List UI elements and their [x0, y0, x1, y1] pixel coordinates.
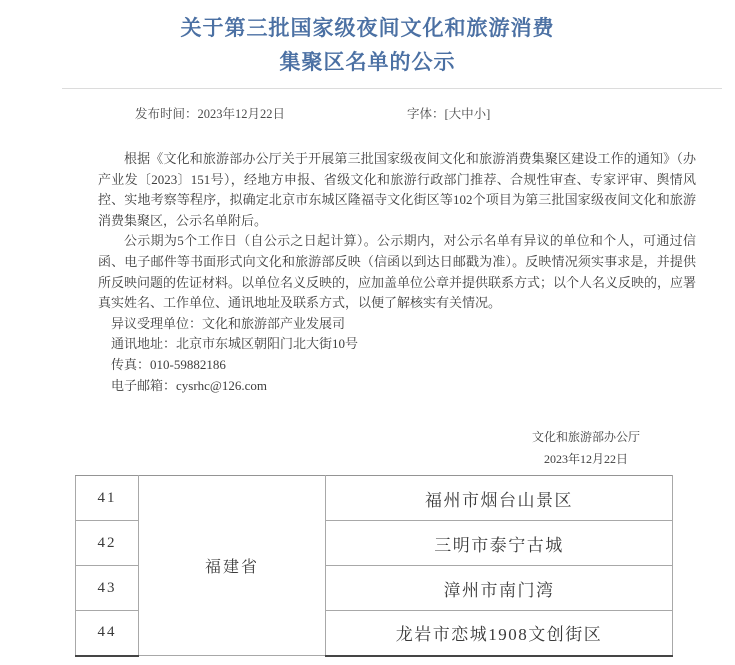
signature-date: 2023年12月22日 — [543, 451, 628, 466]
page-title-line2: 集聚区名单的公示 — [279, 50, 456, 74]
contact-line-email: 电子邮箱：cysrhc@126.com — [111, 377, 268, 393]
article-paragraph-basis: 根据《文化和旅游部办公厅关于开展第三批国家级夜间文化和旅游消费集聚区建设工作的通知》（办产业发〔2023〕151号），经地方申报、省级文化和旅游行政部门推荐、合规性审查、专家评审、舆情风控、实地考察等程序，拟确定北京市东城区隆福寺文化街区等102个项目为第三批国家级夜间文化和旅游消费集聚区，公示名单附后。 — [98, 151, 696, 228]
row-number-cell: 42 — [76, 521, 139, 566]
page-title-line1: 关于第三批国家级夜间文化和旅游消费 — [180, 16, 555, 40]
row-number-cell: 44 — [76, 611, 139, 656]
row-number-cell: 43 — [76, 566, 139, 611]
publish-time-value: 2023年12月22日 — [197, 107, 286, 121]
cluster-list-table — [75, 475, 673, 657]
font-size-options[interactable]: [大中小] — [444, 107, 491, 121]
site-name-cell: 福州市烟台山景区 — [326, 476, 673, 521]
site-name-cell: 三明市泰宁古城 — [326, 521, 673, 566]
font-size-control — [407, 104, 490, 122]
publish-time-label: 发布时间： — [135, 107, 198, 121]
font-size-label: 字体： — [407, 107, 445, 121]
site-name-cell: 漳州市南门湾 — [326, 566, 673, 611]
contact-line-accepting-unit: 异议受理单位：文化和旅游部产业发展司 — [111, 315, 346, 331]
table-row — [76, 476, 673, 521]
article-body — [98, 149, 696, 396]
page-title — [0, 11, 735, 79]
contact-line-address: 通讯地址：北京市东城区朝阳门北大街10号 — [111, 336, 359, 352]
contact-line-fax: 传真：010-59882186 — [111, 356, 226, 372]
row-number-cell: 41 — [76, 476, 139, 521]
province-cell: 福建省 — [139, 476, 326, 656]
site-name-cell: 龙岩市恋城1908文创街区 — [326, 611, 673, 656]
signature-block — [532, 427, 640, 470]
signature-org: 文化和旅游部办公厅 — [531, 430, 640, 444]
header-divider — [62, 88, 722, 89]
article-paragraph-publicity-period: 公示期为5个工作日（自公示之日起计算）。公示期内，对公示名单有异议的单位和个人，可通过信函、电子邮件等书面形式向文化和旅游部反映（信函以到达日邮戳为准）。反映情况须实事求是，并提供所反映问题的佐证材料。以单位名义反映的，应加盖单位公章并提供联系方式；以个人名义反映的，应署真实姓名、工作单位、通讯地址及联系方式，以便了解核实有关情况。 — [98, 233, 697, 311]
publish-time — [135, 104, 285, 122]
